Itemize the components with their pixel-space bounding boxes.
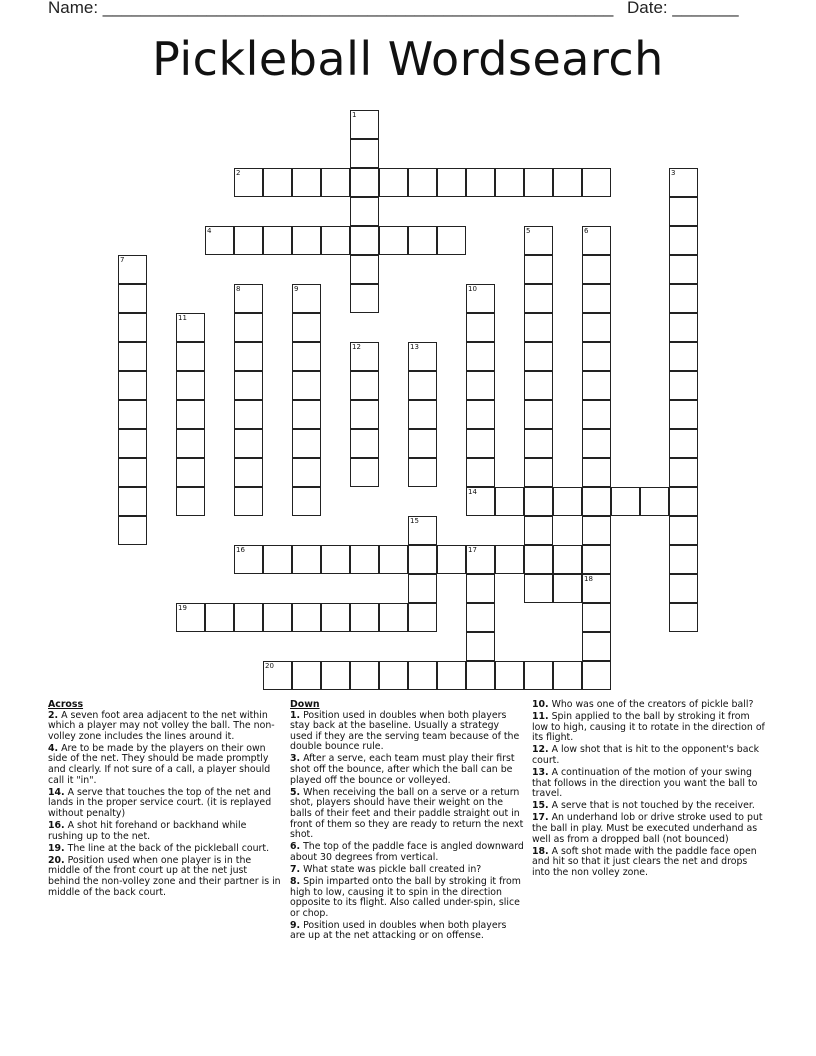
grid-cell[interactable]	[350, 110, 379, 139]
grid-cell[interactable]	[669, 429, 698, 458]
grid-cell[interactable]	[234, 371, 263, 400]
clue-text: Spin applied to the ball by stroking it from low to high, causing it to rotate in the direction of its flight.	[532, 711, 765, 744]
grid-cell[interactable]	[350, 545, 379, 574]
grid-cell[interactable]	[176, 458, 205, 487]
grid-cell[interactable]	[350, 400, 379, 429]
clue-number-label: 4.	[48, 742, 59, 754]
grid-cell[interactable]	[669, 342, 698, 371]
clue-down-6	[290, 842, 524, 863]
grid-cell[interactable]	[582, 371, 611, 400]
grid-cell[interactable]	[263, 545, 292, 574]
grid-cell[interactable]	[466, 400, 495, 429]
clue-number: 16	[236, 546, 245, 554]
clue-number: 17	[468, 546, 477, 554]
grid-cell[interactable]	[611, 487, 640, 516]
clue-number: 13	[410, 343, 419, 351]
clue-down-3	[290, 754, 524, 786]
clue-across-16	[48, 821, 281, 842]
clue-number: 11	[178, 314, 187, 322]
grid-cell[interactable]	[408, 400, 437, 429]
clue-text: Are to be made by the players on their own side of the net. They should be made promptly and clearly. If not sure of a call, a player should call it "in".	[48, 742, 271, 786]
clue-across-14	[48, 788, 281, 820]
clue-number-label: 16.	[48, 820, 65, 832]
grid-cell[interactable]	[553, 545, 582, 574]
grid-cell[interactable]	[582, 429, 611, 458]
clue-across-2	[48, 711, 281, 743]
clue-number-label: 3.	[290, 753, 301, 765]
down-heading: Down	[290, 699, 320, 710]
grid-cell[interactable]	[669, 313, 698, 342]
grid-cell[interactable]	[321, 545, 350, 574]
clue-number-label: 15.	[532, 800, 549, 812]
grid-cell[interactable]	[379, 226, 408, 255]
grid-cell[interactable]	[582, 603, 611, 632]
clue-text: The top of the paddle face is angled downward about 30 degrees from vertical.	[290, 841, 524, 863]
clue-number-label: 9.	[290, 919, 301, 931]
clue-down-5	[290, 788, 524, 841]
grid-cell[interactable]	[669, 487, 698, 516]
clue-down-10	[532, 700, 766, 711]
grid-cell[interactable]	[524, 400, 553, 429]
grid-cell[interactable]	[292, 661, 321, 690]
grid-cell[interactable]	[524, 458, 553, 487]
grid-cell[interactable]	[350, 342, 379, 371]
grid-cell[interactable]	[408, 429, 437, 458]
grid-cell[interactable]	[669, 516, 698, 545]
grid-cell[interactable]	[118, 255, 147, 284]
grid-cell[interactable]	[118, 458, 147, 487]
grid-cell[interactable]	[582, 545, 611, 574]
clue-text: A serve that touches the top of the net and lands in the proper service court. (it is replayed without penalty)	[48, 786, 272, 819]
grid-cell[interactable]	[350, 226, 379, 255]
grid-cell[interactable]	[234, 168, 263, 197]
grid-cell[interactable]	[669, 574, 698, 603]
date-line[interactable]: Date: _______	[627, 0, 739, 17]
clue-number-label: 5.	[290, 786, 301, 798]
grid-cell[interactable]	[669, 458, 698, 487]
grid-cell[interactable]	[669, 371, 698, 400]
grid-cell[interactable]	[524, 255, 553, 284]
grid-cell[interactable]	[437, 661, 466, 690]
clue-text: The line at the back of the pickleball court.	[64, 842, 270, 854]
grid-cell[interactable]	[495, 168, 524, 197]
grid-cell[interactable]	[466, 313, 495, 342]
grid-cell[interactable]	[524, 168, 553, 197]
clue-down-18	[532, 847, 766, 879]
grid-cell[interactable]	[118, 371, 147, 400]
grid-cell[interactable]	[582, 313, 611, 342]
clue-number-label: 1.	[290, 709, 301, 721]
grid-cell[interactable]	[292, 545, 321, 574]
grid-cell[interactable]	[234, 429, 263, 458]
clue-text: When receiving the ball on a serve or a return shot, players should have their weight on the balls of their feet and their paddle straight out in front of them so they are ready to return the next shot.	[290, 786, 524, 841]
grid-cell[interactable]	[350, 197, 379, 226]
clue-number: 19	[178, 604, 187, 612]
grid-cell[interactable]	[582, 284, 611, 313]
clue-down-1	[290, 711, 524, 753]
grid-cell[interactable]	[466, 284, 495, 313]
grid-cell[interactable]	[176, 371, 205, 400]
down-clues-column-2	[532, 700, 766, 880]
grid-cell[interactable]	[408, 661, 437, 690]
grid-cell[interactable]	[118, 313, 147, 342]
clue-number: 10	[468, 285, 477, 293]
grid-cell[interactable]	[582, 516, 611, 545]
name-line[interactable]: Name: ______________________________________________________	[48, 0, 614, 17]
grid-cell[interactable]	[524, 313, 553, 342]
grid-cell[interactable]	[321, 603, 350, 632]
clue-number-label: 7.	[290, 863, 301, 875]
clue-text: A serve that is not touched by the receiver.	[548, 800, 755, 812]
grid-cell[interactable]	[292, 284, 321, 313]
clue-text: Position used in doubles when both players are up at the net attacking or on offense.	[290, 919, 507, 942]
clue-across-19	[48, 844, 281, 855]
clue-down-8	[290, 877, 524, 919]
grid-cell[interactable]	[292, 429, 321, 458]
grid-cell[interactable]	[321, 168, 350, 197]
page-title: Pickleball Wordsearch	[152, 32, 664, 86]
grid-cell[interactable]	[582, 487, 611, 516]
grid-cell[interactable]	[582, 632, 611, 661]
grid-cell[interactable]	[350, 371, 379, 400]
grid-cell[interactable]	[350, 168, 379, 197]
grid-cell[interactable]	[292, 226, 321, 255]
grid-cell[interactable]	[234, 603, 263, 632]
grid-cell[interactable]	[669, 197, 698, 226]
across-clues-column	[48, 700, 281, 900]
clue-down-17	[532, 813, 766, 845]
grid-cell[interactable]	[582, 574, 611, 603]
grid-cell[interactable]	[553, 487, 582, 516]
clue-number-label: 17.	[532, 812, 549, 824]
grid-cell[interactable]	[524, 429, 553, 458]
clue-down-13	[532, 768, 766, 800]
clue-number-label: 2.	[48, 709, 59, 721]
clue-number-label: 19.	[48, 842, 65, 854]
grid-cell[interactable]	[466, 342, 495, 371]
clue-number-label: 18.	[532, 845, 549, 857]
grid-cell[interactable]	[669, 284, 698, 313]
grid-cell[interactable]	[176, 603, 205, 632]
grid-cell[interactable]	[524, 574, 553, 603]
grid-cell[interactable]	[466, 661, 495, 690]
grid-cell[interactable]	[350, 255, 379, 284]
grid-cell[interactable]	[292, 313, 321, 342]
grid-cell[interactable]	[524, 516, 553, 545]
grid-cell[interactable]	[466, 545, 495, 574]
grid-cell[interactable]	[495, 545, 524, 574]
grid-cell[interactable]	[524, 661, 553, 690]
grid-cell[interactable]	[292, 168, 321, 197]
grid-cell[interactable]	[234, 284, 263, 313]
grid-cell[interactable]	[350, 284, 379, 313]
clue-number: 2	[236, 169, 241, 177]
grid-cell[interactable]	[263, 661, 292, 690]
grid-cell[interactable]	[379, 168, 408, 197]
clue-number: 9	[294, 285, 299, 293]
clue-number-label: 13.	[532, 767, 549, 779]
clue-number: 18	[584, 575, 593, 583]
grid-cell[interactable]	[495, 661, 524, 690]
grid-cell[interactable]	[292, 371, 321, 400]
grid-cell[interactable]	[118, 342, 147, 371]
grid-cell[interactable]	[669, 226, 698, 255]
grid-cell[interactable]	[350, 661, 379, 690]
grid-cell[interactable]	[408, 458, 437, 487]
grid-cell[interactable]	[379, 545, 408, 574]
clue-number-label: 12.	[532, 744, 549, 756]
grid-cell[interactable]	[234, 545, 263, 574]
grid-cell[interactable]	[205, 603, 234, 632]
grid-cell[interactable]	[437, 545, 466, 574]
grid-cell[interactable]	[234, 226, 263, 255]
clue-down-9	[290, 921, 524, 942]
clue-down-12	[532, 745, 766, 766]
grid-cell[interactable]	[408, 545, 437, 574]
clue-number: 7	[120, 256, 125, 264]
grid-cell[interactable]	[582, 458, 611, 487]
grid-cell[interactable]	[582, 226, 611, 255]
grid-cell[interactable]	[118, 516, 147, 545]
clue-text: A shot hit forehand or backhand while rushing up to the net.	[48, 820, 247, 842]
clue-number: 14	[468, 488, 477, 496]
grid-cell[interactable]	[350, 603, 379, 632]
grid-cell[interactable]	[408, 226, 437, 255]
grid-cell[interactable]	[292, 458, 321, 487]
grid-cell[interactable]	[553, 168, 582, 197]
grid-cell[interactable]	[118, 284, 147, 313]
grid-cell[interactable]	[437, 168, 466, 197]
clue-text: Position used in doubles when both players stay back at the baseline. Usually a strategy used if they are the serving team because of the double bounce rule.	[290, 709, 520, 753]
grid-cell[interactable]	[582, 255, 611, 284]
grid-cell[interactable]	[524, 342, 553, 371]
clue-across-20	[48, 856, 281, 898]
grid-cell[interactable]	[553, 661, 582, 690]
grid-cell[interactable]	[321, 661, 350, 690]
grid-cell[interactable]	[640, 487, 669, 516]
grid-cell[interactable]	[466, 487, 495, 516]
clue-text: A seven foot area adjacent to the net within which a player may not volley the ball. The non-volley zone includes the lines around it.	[48, 709, 275, 742]
grid-cell[interactable]	[118, 400, 147, 429]
grid-cell[interactable]	[292, 342, 321, 371]
grid-cell[interactable]	[582, 661, 611, 690]
clue-text: An underhand lob or drive stroke used to put the ball in play. Must be executed underhand as well as from a dropped ball (not bounced)	[532, 812, 763, 845]
grid-cell[interactable]	[437, 226, 466, 255]
grid-cell[interactable]	[379, 603, 408, 632]
clue-number: 6	[584, 227, 589, 235]
grid-cell[interactable]	[263, 603, 292, 632]
grid-cell[interactable]	[234, 458, 263, 487]
clue-text: After a serve, each team must play their first shot off the bounce, after which the ball can be played off the bounce or volleyed.	[290, 753, 515, 786]
grid-cell[interactable]	[524, 226, 553, 255]
grid-cell[interactable]	[669, 400, 698, 429]
grid-cell[interactable]	[466, 603, 495, 632]
grid-cell[interactable]	[292, 400, 321, 429]
grid-cell[interactable]	[524, 545, 553, 574]
grid-cell[interactable]	[292, 603, 321, 632]
grid-cell[interactable]	[234, 342, 263, 371]
grid-cell[interactable]	[176, 313, 205, 342]
grid-cell[interactable]	[466, 371, 495, 400]
clue-text: What state was pickle ball created in?	[300, 863, 482, 875]
grid-cell[interactable]	[118, 429, 147, 458]
clue-number: 15	[410, 517, 419, 525]
grid-cell[interactable]	[292, 487, 321, 516]
grid-cell[interactable]	[582, 168, 611, 197]
grid-cell[interactable]	[408, 168, 437, 197]
grid-cell[interactable]	[176, 429, 205, 458]
clue-down-11	[532, 712, 766, 744]
clue-number-label: 6.	[290, 841, 301, 853]
clue-across-4	[48, 744, 281, 786]
grid-cell[interactable]	[408, 516, 437, 545]
grid-cell[interactable]	[408, 342, 437, 371]
grid-cell[interactable]	[466, 168, 495, 197]
grid-cell[interactable]	[234, 313, 263, 342]
grid-cell[interactable]	[263, 226, 292, 255]
grid-cell[interactable]	[350, 429, 379, 458]
clue-text: A soft shot made with the paddle face open and hit so that it just clears the net and drops into the non volley zone.	[532, 845, 757, 878]
grid-cell[interactable]	[350, 139, 379, 168]
clue-number-label: 20.	[48, 854, 65, 866]
across-heading: Across	[48, 699, 84, 710]
grid-cell[interactable]	[669, 603, 698, 632]
grid-cell[interactable]	[205, 226, 234, 255]
grid-cell[interactable]	[466, 429, 495, 458]
grid-cell[interactable]	[350, 458, 379, 487]
clue-down-7	[290, 865, 524, 876]
grid-cell[interactable]	[466, 632, 495, 661]
grid-cell[interactable]	[669, 168, 698, 197]
clue-number: 8	[236, 285, 241, 293]
clue-down-15	[532, 801, 766, 812]
clue-text: A low shot that is hit to the opponent's back court.	[532, 744, 760, 766]
grid-cell[interactable]	[466, 574, 495, 603]
grid-cell[interactable]	[408, 371, 437, 400]
clue-number: 20	[265, 662, 274, 670]
grid-cell[interactable]	[495, 487, 524, 516]
clue-text: Spin imparted onto the ball by stroking it from high to low, causing it to spin in the direction opposite to its flight. Also called under-spin, slice or chop.	[290, 876, 521, 919]
grid-cell[interactable]	[669, 255, 698, 284]
grid-cell[interactable]	[263, 168, 292, 197]
grid-cell[interactable]	[176, 400, 205, 429]
clue-number: 4	[207, 227, 212, 235]
grid-cell[interactable]	[524, 284, 553, 313]
clue-number-label: 14.	[48, 786, 65, 798]
grid-cell[interactable]	[118, 487, 147, 516]
grid-cell[interactable]	[321, 226, 350, 255]
grid-cell[interactable]	[466, 458, 495, 487]
grid-cell[interactable]	[553, 574, 582, 603]
clue-number-label: 8.	[290, 876, 301, 887]
grid-cell[interactable]	[234, 487, 263, 516]
grid-cell[interactable]	[582, 342, 611, 371]
clue-number-label: 10.	[532, 699, 549, 710]
grid-cell[interactable]	[524, 371, 553, 400]
clue-number: 3	[671, 169, 676, 177]
grid-cell[interactable]	[176, 342, 205, 371]
down-clues-column-1	[290, 700, 524, 944]
grid-cell[interactable]	[379, 661, 408, 690]
clue-text: Position used when one player is in the middle of the front court up at the net just behind the non-volley zone and their partner is in middle of the back court.	[48, 854, 281, 898]
grid-cell[interactable]	[669, 545, 698, 574]
clue-text: A continuation of the motion of your swing that follows in the direction you want the ball to travel.	[532, 767, 758, 800]
grid-cell[interactable]	[408, 574, 437, 603]
grid-cell[interactable]	[524, 487, 553, 516]
clue-number: 1	[352, 111, 357, 119]
grid-cell[interactable]	[234, 400, 263, 429]
clue-text: Who was one of the creators of pickle ball?	[548, 699, 754, 710]
grid-cell[interactable]	[408, 603, 437, 632]
clue-number: 5	[526, 227, 531, 235]
grid-cell[interactable]	[582, 400, 611, 429]
clue-number-label: 11.	[532, 711, 549, 723]
clue-number: 12	[352, 343, 361, 351]
grid-cell[interactable]	[176, 487, 205, 516]
